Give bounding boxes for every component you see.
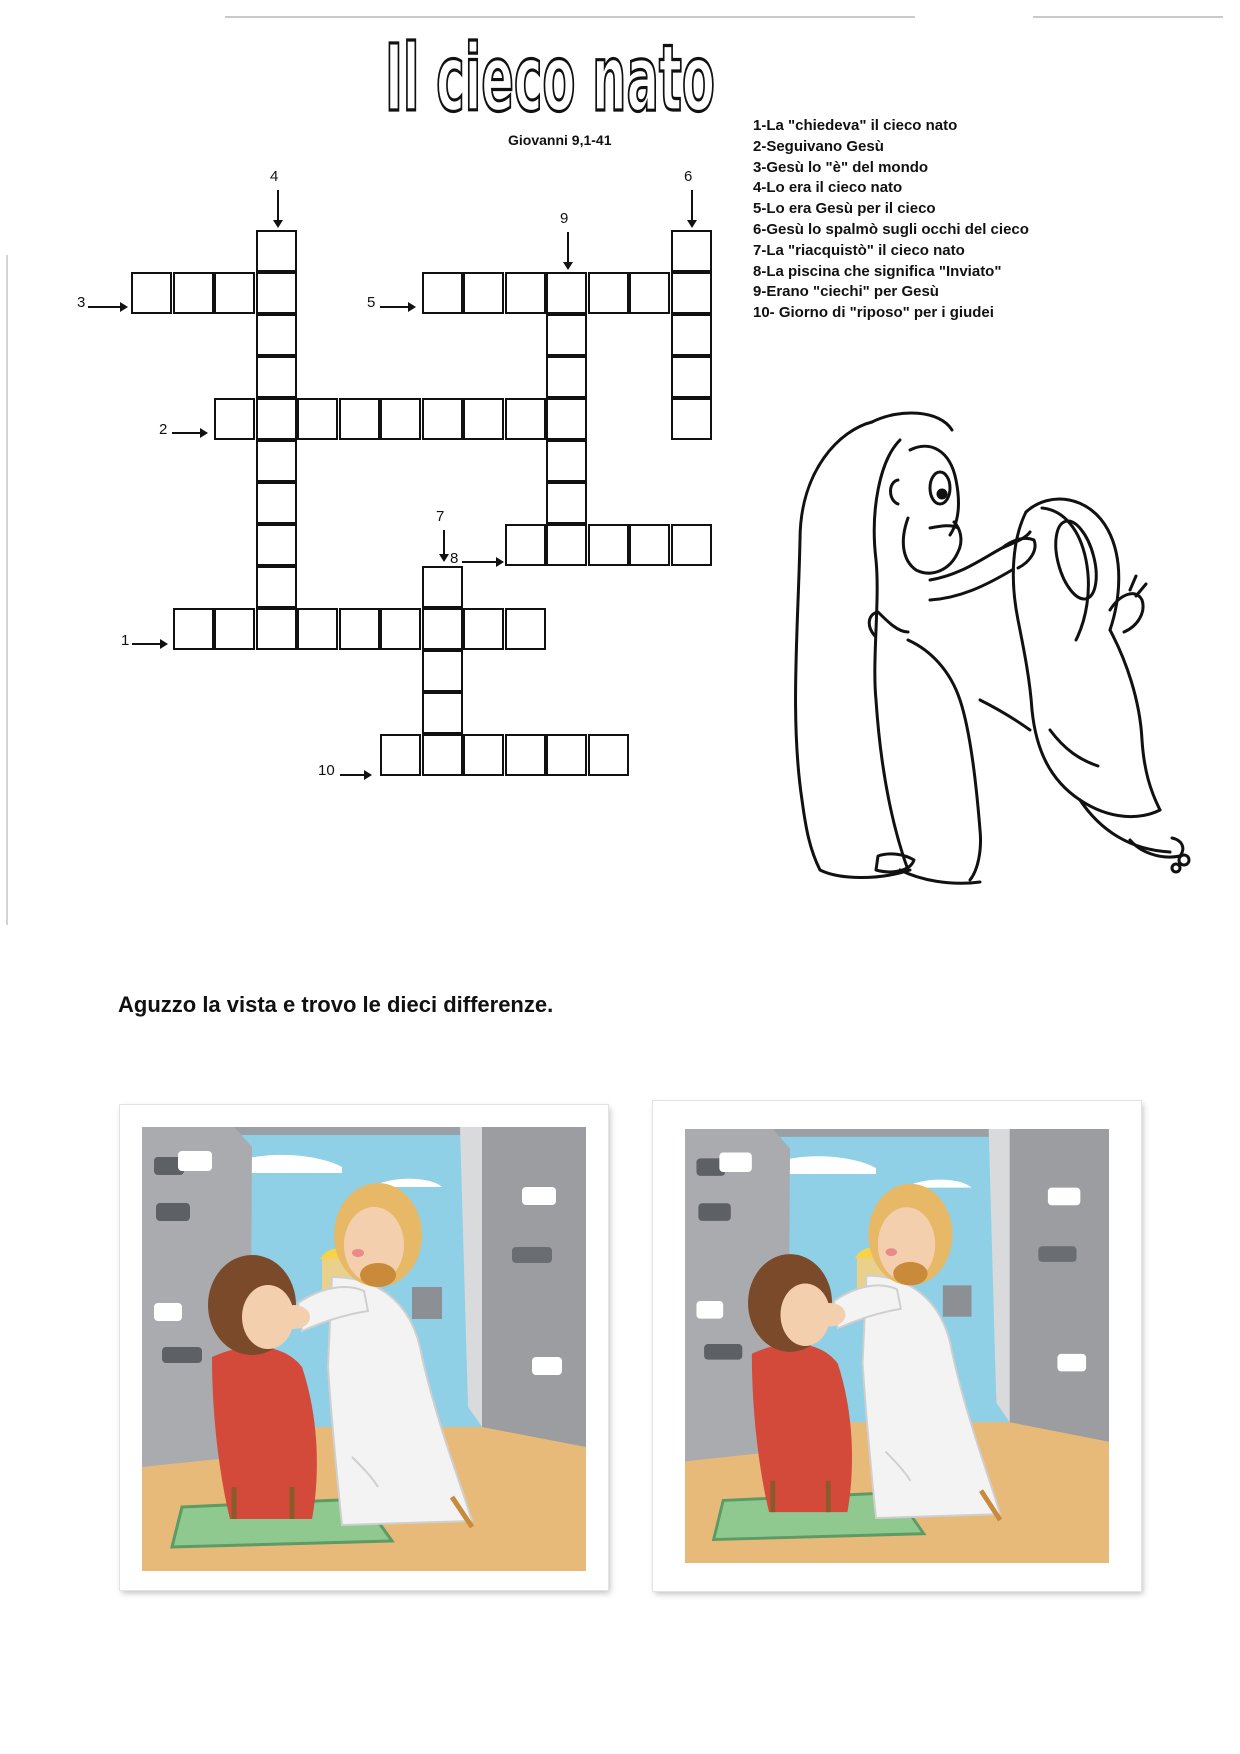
crossword-cell[interactable] xyxy=(463,608,504,650)
crossword-cell[interactable] xyxy=(256,440,297,482)
crossword-cell[interactable] xyxy=(256,608,297,650)
clue-arrow-2 xyxy=(172,432,206,434)
crossword-cell[interactable] xyxy=(588,734,629,776)
crossword-cell[interactable] xyxy=(546,398,587,440)
differences-heading: Aguzzo la vista e trovo le dieci differenze. xyxy=(118,992,554,1017)
crossword-cell[interactable] xyxy=(546,272,587,314)
crossword-cell[interactable] xyxy=(256,398,297,440)
clue-number-3: 3 xyxy=(77,294,86,311)
clue-3: 3-Gesù lo "è" del mondo xyxy=(753,158,929,176)
clue-number-1: 1 xyxy=(121,632,130,649)
crossword-cell[interactable] xyxy=(380,734,421,776)
clue-arrow-8 xyxy=(462,561,502,563)
crossword-cell[interactable] xyxy=(546,356,587,398)
crossword-cell[interactable] xyxy=(546,524,587,566)
crossword-cell[interactable] xyxy=(173,608,214,650)
crossword-cell[interactable] xyxy=(505,272,546,314)
crossword-cell[interactable] xyxy=(422,650,463,692)
clue-number-5: 5 xyxy=(367,294,376,311)
crossword-cell[interactable] xyxy=(463,398,504,440)
crossword-cell[interactable] xyxy=(422,692,463,734)
clue-arrow-5 xyxy=(380,306,414,308)
crossword-cell[interactable] xyxy=(297,398,338,440)
crossword-cell[interactable] xyxy=(214,272,255,314)
clue-7: 7-La "riacquistò" il cieco nato xyxy=(753,241,965,259)
crossword-cell[interactable] xyxy=(671,272,712,314)
crossword-cell[interactable] xyxy=(131,272,172,314)
crossword-cell[interactable] xyxy=(671,398,712,440)
clue-6: 6-Gesù lo spalmò sugli occhi del cieco xyxy=(753,220,1029,238)
crossword-cell[interactable] xyxy=(339,398,380,440)
clue-1: 1-La "chiedeva" il cieco nato xyxy=(753,117,958,134)
crossword-cell[interactable] xyxy=(422,608,463,650)
bible-reference: Giovanni 9,1-41 xyxy=(508,132,612,148)
clue-2: 2-Seguivano Gesù xyxy=(753,137,884,155)
crossword-cell[interactable] xyxy=(422,398,463,440)
crossword-cell[interactable] xyxy=(256,566,297,608)
clue-number-8: 8 xyxy=(450,550,459,567)
crossword-cell[interactable] xyxy=(256,482,297,524)
clue-arrow-1 xyxy=(132,643,166,645)
crossword-cell[interactable] xyxy=(422,734,463,776)
crossword-cell[interactable] xyxy=(380,398,421,440)
clue-number-10: 10 xyxy=(318,762,335,779)
clue-arrow-4 xyxy=(277,190,279,226)
clue-number-4: 4 xyxy=(270,168,279,185)
crossword-cell[interactable] xyxy=(671,314,712,356)
clue-arrow-7 xyxy=(443,530,445,560)
crossword-cell[interactable] xyxy=(588,524,629,566)
picture-frame-right xyxy=(653,1101,1141,1591)
crossword-cell[interactable] xyxy=(214,398,255,440)
crossword-cell[interactable] xyxy=(546,734,587,776)
healing-scene-right xyxy=(685,1129,1109,1563)
clue-9: 9-Erano "ciechi" per Gesù xyxy=(753,283,939,301)
crossword-cell[interactable] xyxy=(422,566,463,608)
crossword-cell[interactable] xyxy=(463,272,504,314)
crossword-cell[interactable] xyxy=(546,314,587,356)
crossword-cell[interactable] xyxy=(671,524,712,566)
crossword-cell[interactable] xyxy=(297,608,338,650)
clue-arrow-10 xyxy=(340,774,370,776)
crossword-cell[interactable] xyxy=(671,356,712,398)
picture-frame-left xyxy=(120,1105,608,1590)
worksheet-title-text: Il cieco nato xyxy=(385,25,715,128)
crossword-cell[interactable] xyxy=(256,524,297,566)
clue-number-6: 6 xyxy=(684,168,693,185)
crossword-cell[interactable] xyxy=(546,440,587,482)
crossword-cell[interactable] xyxy=(629,272,670,314)
crossword-cell[interactable] xyxy=(339,608,380,650)
clue-arrow-9 xyxy=(567,232,569,268)
crossword-cell[interactable] xyxy=(505,734,546,776)
clue-number-9: 9 xyxy=(560,210,569,227)
clue-number-2: 2 xyxy=(159,421,168,438)
clue-arrow-3 xyxy=(88,306,126,308)
clue-list xyxy=(753,116,1029,324)
crossword-cell[interactable] xyxy=(256,314,297,356)
crossword-cell[interactable] xyxy=(173,272,214,314)
crossword-cell[interactable] xyxy=(505,608,546,650)
crossword-cell[interactable] xyxy=(422,272,463,314)
crossword-cell[interactable] xyxy=(380,608,421,650)
clue-5: 5-Lo era Gesù per il cieco xyxy=(753,200,936,218)
crossword-cell[interactable] xyxy=(463,734,504,776)
crossword-cell[interactable] xyxy=(588,272,629,314)
crossword-cell[interactable] xyxy=(505,524,546,566)
crossword-cell[interactable] xyxy=(214,608,255,650)
crossword-cell[interactable] xyxy=(505,398,546,440)
healing-scene-left xyxy=(142,1127,586,1571)
crossword-cell[interactable] xyxy=(546,482,587,524)
clue-number-7: 7 xyxy=(436,508,445,525)
clue-10: 10- Giorno di "riposo" per i giudei xyxy=(753,304,994,322)
crossword-cell[interactable] xyxy=(671,230,712,272)
clue-8: 8-La piscina che significa "Inviato" xyxy=(753,262,1002,280)
crossword-cell[interactable] xyxy=(629,524,670,566)
clue-arrow-6 xyxy=(691,190,693,226)
crossword-cell[interactable] xyxy=(256,272,297,314)
crossword-cell[interactable] xyxy=(256,356,297,398)
jesus-healing-drawing xyxy=(780,400,1200,920)
crossword-cell[interactable] xyxy=(256,230,297,272)
clue-4: 4-Lo era il cieco nato xyxy=(753,179,903,197)
